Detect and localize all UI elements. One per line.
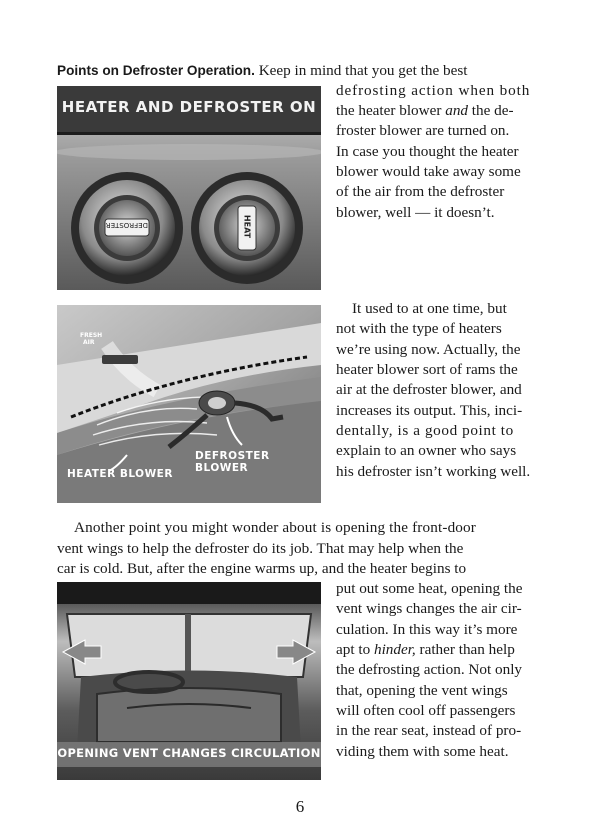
heater-defroster-photo	[57, 86, 321, 290]
paragraph-2-line-1: It used to at one time, but	[352, 300, 507, 317]
paragraph-1-line-1-text: Keep in mind that you get the best	[254, 62, 468, 79]
paragraph-3-line-10: will often cool off passengers	[336, 702, 516, 719]
paragraph-2-line-8: explain to an owner who says	[336, 442, 517, 459]
paragraph-1-line-2: defrosting action when both	[336, 82, 531, 99]
heater-defroster-caption: HEATER AND DEFROSTER ON	[61, 98, 317, 116]
paragraph-1-line-1	[57, 61, 467, 81]
section-heading: Points on Defroster Operation.	[57, 63, 255, 78]
fresh-air-label-2: AIR	[83, 339, 95, 346]
paragraph-1-line-3	[336, 101, 514, 121]
paragraph-3-line-7-a: apt to	[336, 641, 371, 658]
vent-circulation-caption: OPENING VENT CHANGES CIRCULATION	[57, 746, 321, 760]
paragraph-3-line-9: that, opening the vent wings	[336, 682, 508, 699]
paragraph-1-line-7: of the air from the defroster	[336, 183, 505, 200]
paragraph-2-line-4: heater blower sort of rams the	[336, 361, 518, 378]
paragraph-3-line-3: car is cold. But, after the engine warms up, and the heater begins to	[57, 560, 467, 577]
emphasis-and: and	[445, 102, 468, 119]
heater-defroster-illustration	[57, 86, 321, 290]
paragraph-1-line-5: In case you thought the heater	[336, 143, 519, 160]
paragraph-3-line-1: Another point you might wonder about is opening the front-door	[74, 519, 477, 536]
heat-knob-label: HEAT	[242, 214, 252, 239]
paragraph-3-line-2: vent wings to help the defroster do its job. That may help when the	[57, 540, 464, 557]
paragraph-3-line-11: in the rear seat, instead of pro-	[336, 722, 522, 739]
paragraph-2-line-9: his defroster isn’t working well.	[336, 463, 531, 480]
paragraph-2-line-6: increases its output. This, inci-	[336, 402, 523, 419]
paragraph-2-line-3: we’re using now. Actually, the	[336, 341, 521, 358]
emphasis-hinder: hinder,	[373, 641, 416, 658]
paragraph-1-line-3-a: the heater blower	[336, 102, 442, 119]
heater-blower-label: HEATER BLOWER	[67, 468, 173, 480]
paragraph-1-line-4: froster blower are turned on.	[336, 122, 510, 139]
fresh-air-label-1: FRESH	[80, 332, 103, 339]
paragraph-2-line-5: air at the defroster blower, and	[336, 381, 522, 398]
paragraph-3-line-6: culation. In this way it’s more	[336, 621, 518, 638]
paragraph-3-line-7	[336, 640, 515, 660]
defroster-blower-label: DEFROSTER BLOWER	[195, 450, 270, 474]
defroster-knob-label: DEFROSTER	[105, 221, 148, 229]
paragraph-1-line-6: blower would take away some	[336, 163, 521, 180]
vent-circulation-photo	[57, 582, 321, 780]
paragraph-3-line-4: put out some heat, opening the	[336, 580, 523, 597]
paragraph-3-line-8: the defrosting action. Not only	[336, 661, 523, 678]
paragraph-3-line-5: vent wings changes the air cir-	[336, 600, 522, 617]
paragraph-1-line-8: blower, well — it doesn’t.	[336, 204, 495, 221]
paragraph-3-line-7-b: rather than help	[419, 641, 515, 658]
paragraph-2-line-7: dentally, is a good point to	[336, 422, 514, 439]
paragraph-1-line-3-b: the de-	[471, 102, 514, 119]
paragraph-3-line-12: viding them with some heat.	[336, 743, 509, 760]
airflow-diagram-photo	[57, 305, 321, 503]
page-number: 6	[295, 797, 305, 816]
paragraph-2-line-2: not with the type of heaters	[336, 320, 502, 337]
